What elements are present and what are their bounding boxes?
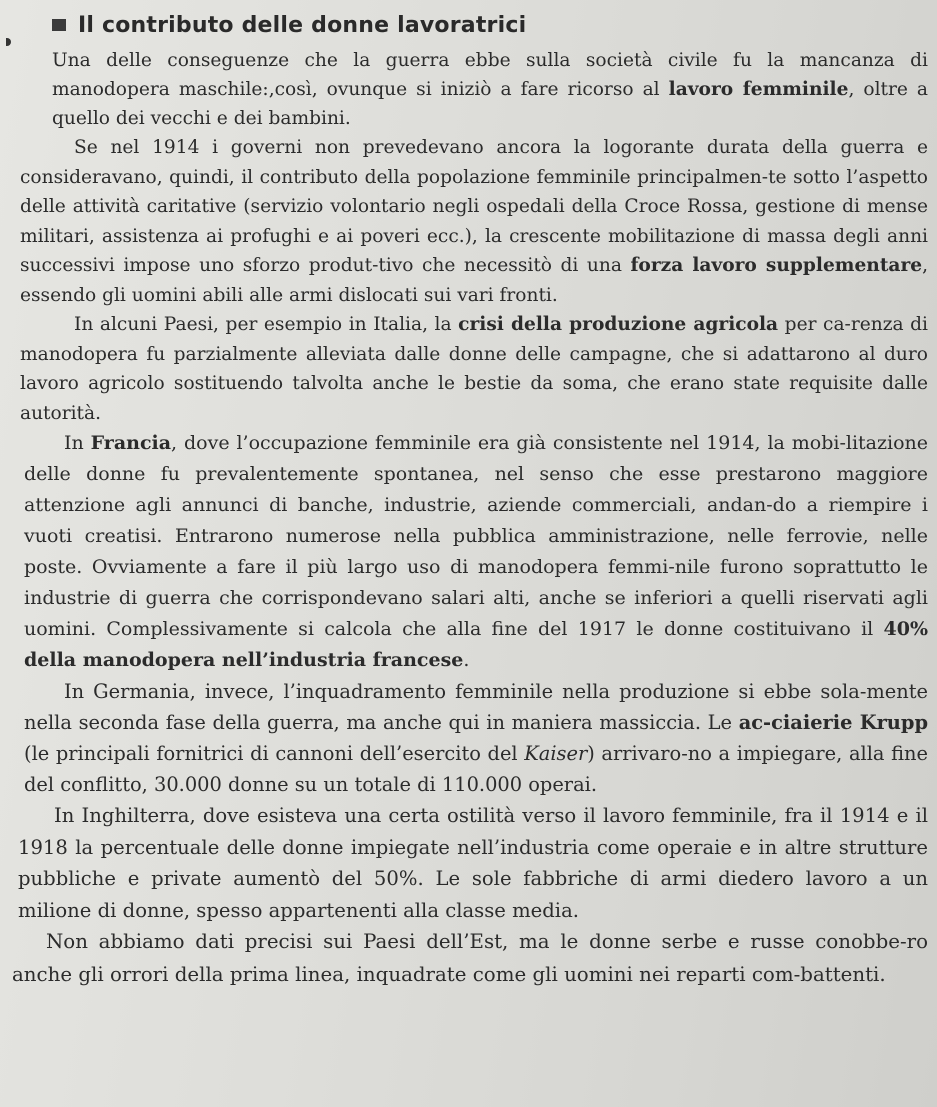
paragraph-text: In Inghilterra, dove esisteva una certa ostilità verso il lavoro femminile, fra il 1914 e il 1918 la percentuale delle donne impiegate nell’industria come operaie e in altre strutture pubbliche e private aumentò del 50%. Le sole fabbriche di armi diedero lavoro a un milione di donne, spesso appartenenti alla classe media. xyxy=(18,804,928,922)
paragraph-3 xyxy=(4,310,928,428)
paragraph-1 xyxy=(4,46,928,133)
paragraph-text: In xyxy=(64,432,91,454)
italic-term: Kaiser xyxy=(524,742,588,765)
article-body xyxy=(4,46,928,991)
page-edge-mark xyxy=(6,38,11,46)
bold-term: crisi della produzione agricola xyxy=(458,314,779,335)
paragraph-text: . xyxy=(463,649,470,671)
paragraph-text: ) arrivaro-no a impiegare, alla fine del conflitto, 30.000 donne su un totale di 110.000 operai. xyxy=(24,742,929,796)
paragraph-2 xyxy=(4,133,928,310)
section-title: Il contributo delle donne lavoratrici xyxy=(78,12,527,38)
section-heading xyxy=(52,8,526,42)
bold-term: Francia xyxy=(90,432,172,454)
paragraph-4 xyxy=(4,428,928,676)
paragraph-6 xyxy=(4,800,928,926)
paragraph-text: Una delle conseguenze che la guerra ebbe sulla società civile fu la mancanza di manodopera maschile:,così, ovunque si iniziò a fare ricorso al xyxy=(52,50,928,100)
square-bullet-icon xyxy=(52,19,66,31)
paragraph-7 xyxy=(4,926,928,991)
paragraph-text: , oltre a quello dei vecchi e dei bambini. xyxy=(52,79,928,129)
bold-term: forza lavoro supplementare xyxy=(630,255,923,276)
bold-term: 40% della manodopera nell’industria francese xyxy=(24,618,928,671)
bold-term: lavoro femminile xyxy=(668,79,849,100)
paragraph-text: per ca-renza di manodopera fu parzialmente alleviata dalle donne delle campagne, che si adattarono al duro lavoro agricolo sostituendo talvolta anche le bestie da soma, che erano state requisite dalle autorità. xyxy=(20,314,928,424)
paragraph-text: In alcuni Paesi, per esempio in Italia, la xyxy=(74,314,459,335)
paragraph-text: Non abbiamo dati precisi sui Paesi dell’Est, ma le donne serbe e russe conobbe-ro anche gli orrori della prima linea, inquadrate come gli uomini nei reparti com-battenti. xyxy=(12,930,928,986)
paragraph-text: , essendo gli uomini abili alle armi dislocati sui vari fronti. xyxy=(20,255,928,306)
paragraph-text: , dove l’occupazione femminile era già consistente nel 1914, la mobi-litazione delle donne fu prevalentemente spontanea, nel senso che esse prestarono maggiore attenzione agli annunci di banche, industrie, aziende commerciali, andan-do a riempire i vuoti creatisi. Entrarono numerose nella pubblica amministrazione, nelle ferrovie, nelle poste. Ovviamente a fare il più largo uso di manodopera femmi-nile furono soprattutto le industrie di guerra che corrispondevano salari alti, anche se inferiori a quelli riservati agli uomini. Complessivamente si calcola che alla fine del 1917 le donne costituivano il xyxy=(24,432,928,640)
paragraph-5 xyxy=(4,676,928,800)
paragraph-text: In Germania, invece, l’inquadramento femminile nella produzione si ebbe sola-mente nella seconda fase della guerra, ma anche qui in maniera massiccia. Le xyxy=(24,680,928,734)
bold-term: ac-ciaierie Krupp xyxy=(738,711,929,734)
paragraph-text: Se nel 1914 i governi non prevedevano ancora la logorante durata della guerra e consideravano, quindi, il contributo della popolazione femminile principalmen-te sotto l’aspetto delle attività caritative (servizio volontario negli ospedali della Croce Rossa, gestione di mense militari, assistenza ai profughi e ai poveri ecc.), la crescente mobilitazione di massa degli anni successivi impose uno sforzo produt-tivo che necessitò di una xyxy=(20,137,928,276)
paragraph-text: (le principali fornitrici di cannoni dell’esercito del xyxy=(24,742,525,765)
